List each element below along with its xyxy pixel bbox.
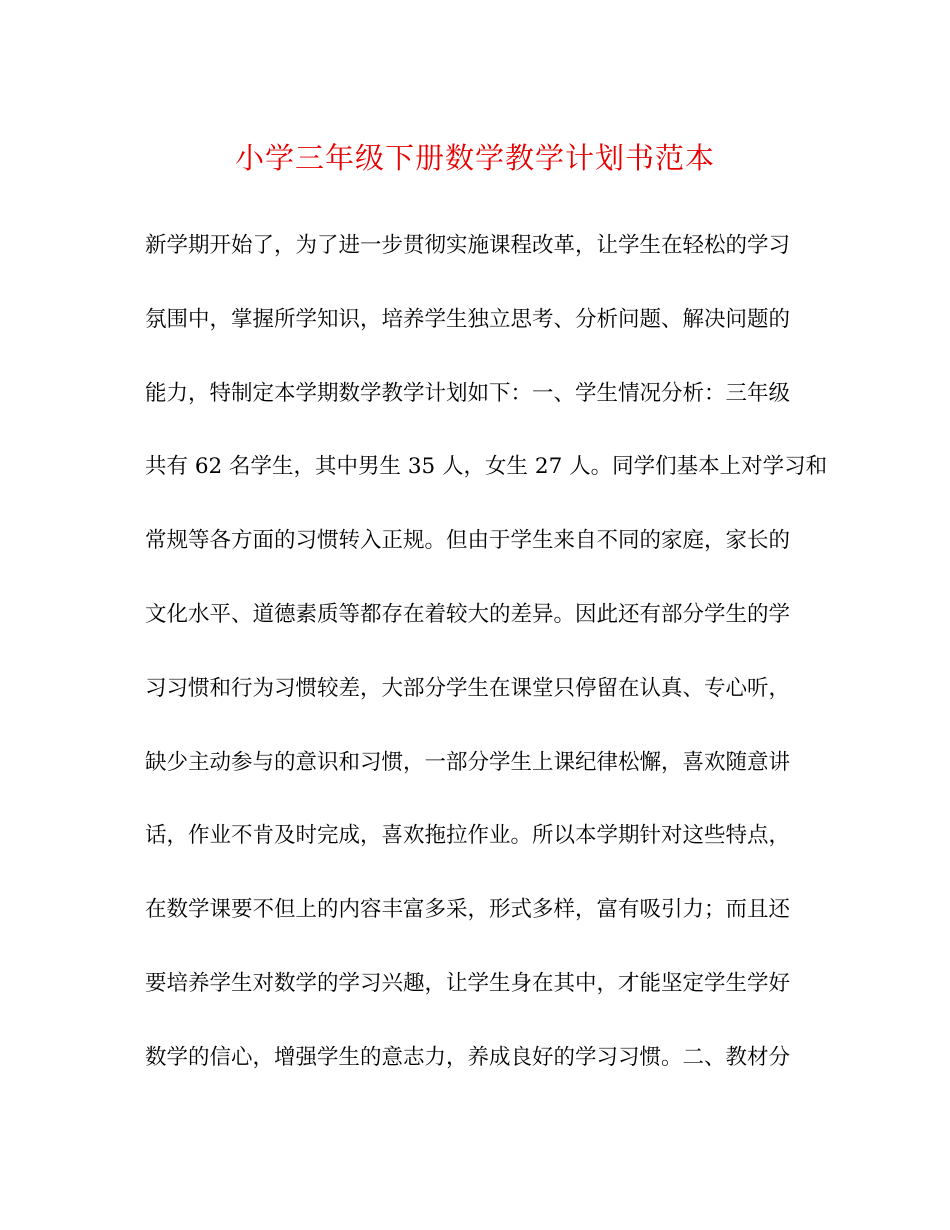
body-line: 能力，特制定本学期数学教学计划如下：一、学生情况分析：三年级	[145, 380, 791, 406]
body-line: 文化水平、道德素质等都存在着较大的差异。因此还有部分学生的学	[145, 601, 791, 627]
body-line: 要培养学生对数学的学习兴趣，让学生身在其中，才能坚定学生学好	[145, 970, 791, 996]
body-line: 常规等各方面的习惯转入正规。但由于学生来自不同的家庭，家长的	[145, 528, 791, 554]
document-body	[145, 226, 828, 1112]
body-line: 习习惯和行为习惯较差，大部分学生在课堂只停留在认真、专心听，	[145, 675, 791, 701]
body-line: 数学的信心，增强学生的意志力，养成良好的学习习惯。二、教材分	[145, 1044, 791, 1070]
body-line: 共有 62 名学生，其中男生 35 人，女生 27 人。同学们基本上对学习和	[145, 454, 828, 480]
body-line: 氛围中，掌握所学知识，培养学生独立思考、分析问题、解决问题的	[145, 306, 791, 332]
body-line: 新学期开始了，为了进一步贯彻实施课程改革，让学生在轻松的学习	[145, 233, 791, 258]
body-line: 在数学课要不但上的内容丰富多采，形式多样，富有吸引力；而且还	[145, 897, 791, 923]
body-line: 缺少主动参与的意识和习惯，一部分学生上课纪律松懈，喜欢随意讲	[145, 749, 791, 775]
body-line: 话，作业不肯及时完成，喜欢拖拉作业。所以本学期针对这些特点，	[145, 823, 791, 849]
document-title: 小学三年级下册数学教学计划书范本	[234, 141, 715, 175]
